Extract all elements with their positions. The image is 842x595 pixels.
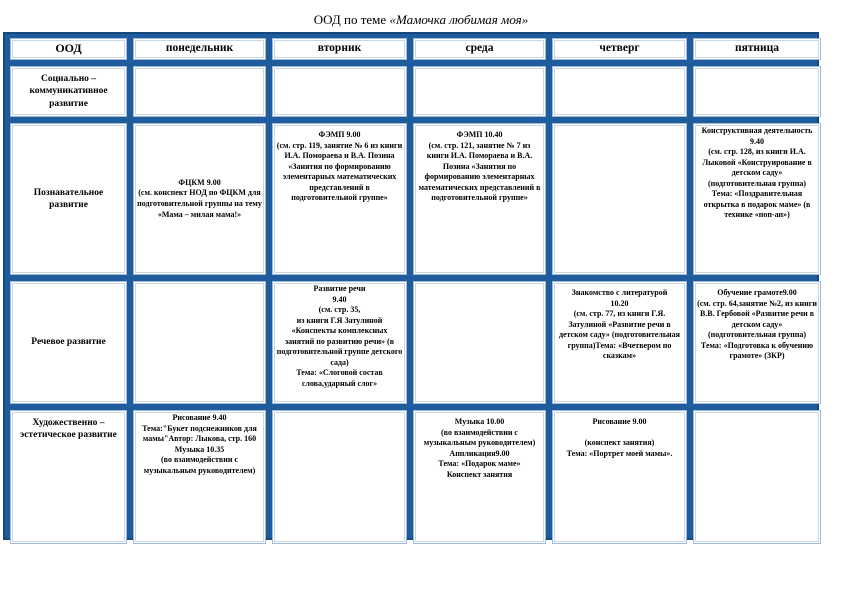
- cell-line: (во взаимодействии с музыкальным руководителем): [423, 427, 536, 448]
- cell-line: ФЭМП 10.40: [456, 130, 503, 139]
- cell-text: [276, 130, 403, 204]
- cell-line: Конспект занятия: [446, 469, 513, 479]
- row-label-speech: Речевое развитие: [10, 281, 127, 404]
- cell-speech-friday: [693, 281, 821, 404]
- cell-line: (во взаимодействии с музыкальным руководителем): [143, 455, 256, 475]
- row-label-cognitive: Познавательное развитие: [10, 123, 127, 275]
- cell-line: (см. конспект НОД по ФЦКМ для подготовительной группы на тему «Мама – милая мама!»: [137, 188, 262, 219]
- cell-artistic-thursday: [552, 410, 687, 544]
- page-title: [0, 12, 842, 28]
- cell-speech-thursday: [552, 281, 687, 404]
- header-monday: понедельник: [133, 38, 266, 60]
- cell-line: Знакомство с литературой: [571, 288, 668, 297]
- cell-line: Тема: «Поздравительная открытка в подарок маме» (в технике «поп-ап»): [703, 189, 811, 220]
- cell-line: Тема: «Портрет моей мамы».: [566, 448, 673, 458]
- cell-cognitive-wednesday: [413, 123, 546, 275]
- title-topic: «Мамочка любимая моя»: [389, 12, 529, 27]
- row-label-social: Социально – коммуникативное развитие: [10, 66, 127, 117]
- header-thursday: четверг: [552, 38, 687, 60]
- cell-line: Обучение грамоте9.00: [717, 288, 797, 297]
- cell-line: (см. стр. 121, занятие № 7 из книги И.А. Помораева и В.А. Позина «Занятия по формированию элементарных математических представлений в подготовительной группе»: [418, 140, 541, 203]
- cell-line: Развитие речи: [313, 284, 366, 293]
- cell-line: Рисование 9.00: [592, 417, 647, 426]
- cell-line: (см. стр. 128, из книги И.А. Лыковой «Конструирование в детском саду» (подготовительная группа): [702, 147, 812, 188]
- cell-text: [697, 288, 817, 362]
- cell-line: Конструктивная деятельность 9.40: [701, 126, 813, 146]
- cell-social-wednesday: [413, 66, 546, 117]
- title-prefix: ООД по теме: [313, 12, 390, 27]
- cell-social-thursday: [552, 66, 687, 117]
- cell-speech-tuesday: [272, 281, 407, 404]
- header-wednesday: среда: [413, 38, 546, 60]
- cell-text: [276, 284, 403, 389]
- header-friday: пятница: [693, 38, 821, 60]
- cell-line: ФЦКМ 9.00: [178, 177, 221, 187]
- cell-text: [137, 413, 262, 476]
- cell-line: Тема:"Букет подснежников для мамы"Автор: Лыкова, стр. 160: [142, 423, 257, 444]
- cell-line: (конспект занятия): [584, 438, 655, 448]
- cell-line: [567, 428, 673, 439]
- cell-text: [417, 417, 542, 480]
- cell-line: Рисование 9.40: [172, 413, 227, 422]
- cell-line: (см. стр. 35,: [318, 305, 361, 315]
- cell-text: [137, 178, 262, 220]
- cell-line: (см. стр. 64,занятие №2, из книги В.В. Гербовой «Развитие речи в детском саду» (подготовительная группа): [697, 298, 817, 340]
- cell-speech-wednesday: [413, 281, 546, 404]
- header-tuesday: вторник: [272, 38, 407, 60]
- cell-cognitive-tuesday: [272, 123, 407, 275]
- cell-line: Музыка 10.00: [454, 417, 505, 426]
- schedule-table: [3, 32, 819, 540]
- cell-text: [417, 130, 542, 204]
- cell-line: (см. стр. 119, занятие № 6 из книги И.А. Помораева и В.А. Позина «Занятия по формированию элементарных математических представлений в подготовительной группе»: [276, 140, 403, 203]
- cell-line: Музыка 10.35: [174, 444, 225, 454]
- cell-line: из книги Г.Я Затулиной «Конспекты комплексных занятий по развитию речи» (в подготовительной группе детского сада): [276, 315, 403, 367]
- cell-text: [556, 288, 683, 362]
- cell-line: (см. стр. 77, из книги Г.Я. Затулиной «Развитие речи в детском саду» (подготовительная группа)Тема: «Вчетвером по сказкам»: [559, 309, 680, 361]
- cell-artistic-tuesday: [272, 410, 407, 544]
- schedule-grid: [10, 38, 817, 534]
- cell-artistic-monday: [133, 410, 266, 544]
- cell-social-monday: [133, 66, 266, 117]
- cell-line: ФЭМП 9.00: [318, 130, 361, 139]
- row-label-artistic: Художественно – эстетическое развитие: [10, 410, 127, 544]
- cell-cognitive-friday: [693, 123, 821, 275]
- cell-artistic-friday: [693, 410, 821, 544]
- cell-text: [567, 417, 673, 459]
- cell-cognitive-monday: [133, 123, 266, 275]
- cell-artistic-wednesday: [413, 410, 546, 544]
- cell-line: Тема: «Подарок маме»: [438, 459, 521, 469]
- cell-social-tuesday: [272, 66, 407, 117]
- cell-speech-monday: [133, 281, 266, 404]
- cell-line: 10.20: [610, 298, 629, 308]
- cell-line: Тема: «Подготовка к обучению грамоте» (ЗКР): [700, 340, 814, 361]
- cell-line: Тема: «Слоговой состав слова,ударный слог»: [296, 368, 383, 388]
- cell-line: 9.40: [332, 294, 347, 304]
- header-ood: ООД: [10, 38, 127, 60]
- cell-cognitive-thursday: [552, 123, 687, 275]
- cell-social-friday: [693, 66, 821, 117]
- cell-text: [697, 126, 817, 221]
- cell-line: Аппликация9.00: [449, 448, 510, 458]
